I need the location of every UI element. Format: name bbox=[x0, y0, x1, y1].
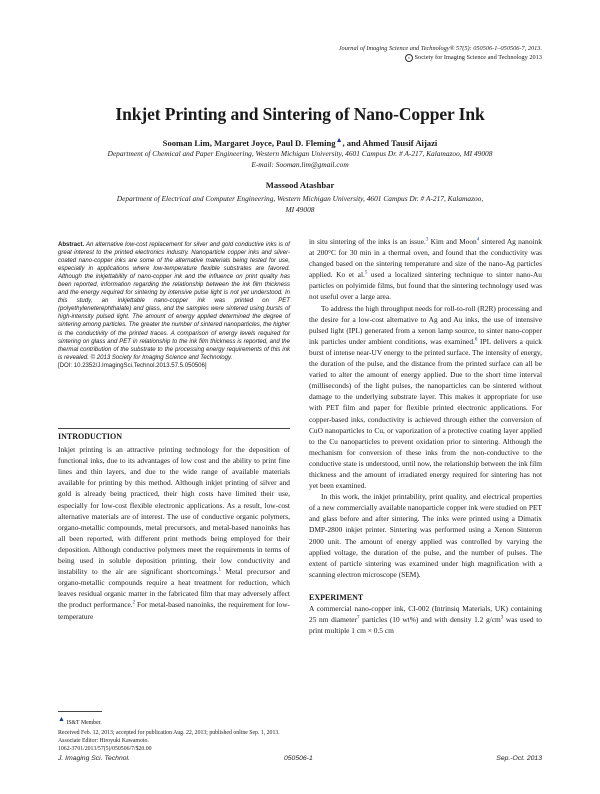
journal-citation: Journal of Imaging Science and Technology® 57(5): 050506-1–050506-7, 2013. bbox=[338, 45, 542, 52]
footer-journal: J. Imaging Sci. Technol. bbox=[58, 755, 130, 762]
affiliation-1: Department of Chemical and Paper Engineering, Western Michigan University, 4601 Campus Dr. # A-217, Kalamazoo, MI 49008 E-mail: Sooman.lim@gmail.com bbox=[40, 149, 560, 170]
author-2: Massood Atashbar bbox=[265, 180, 335, 190]
left-column bbox=[58, 431, 290, 622]
paper-title: Inkjet Printing and Sintering of Nano-Copper Ink bbox=[115, 104, 485, 124]
experiment-paragraph: A commercial nano-copper ink, CI-002 (Intrinsiq Materials, UK) containing 25 nm diameter$^7$ particles (10 wt%) and with density 1.2 $g/cm^3$ was used to print multiple 1 cm × 0.5 cm bbox=[309, 604, 542, 636]
affiliation-2: Department of Electrical and Computer Engineering, Western Michigan University, 4601 Campus Dr. # A-217, Kalamazoo, MI 49008 bbox=[116, 194, 484, 214]
footer-date: Sep.-Oct. 2013 bbox=[496, 755, 542, 762]
right-column bbox=[309, 236, 542, 636]
right-paragraph-3: In this work, the inkjet printability, print quality, and electrical properties of a new commercially available nanoparticle copper ink were studied on PET and glass before and after sintering. The inks were printed using a Dimatix DMP-2800 inkjet printer. Sintering was performed using a Xenon Sinteron 2000 unit. The amount of energy applied was controlled by varying the applied voltage, the duration of the pulse, and the number of pulses. The extent of particle sintering was examined under high magnification with a scanning electron microscope (SEM). bbox=[309, 492, 542, 579]
abstract-label: Abstract. bbox=[58, 242, 85, 248]
intro-paragraph: Inkjet printing is an attractive printing technology for the deposition of functional inks, due to its advantages of low cost and the ability to print fine lines and thin layers, and due to the wide range of available materials available for printing by this method. Although inkjet printing of silver and gold is already being practiced, their high costs have limited their use, especially for low-cost flexible electronic applications. As a result, low-cost alternative materials are of interest. The use of conductive organic polymers, organo-metallic compounds, metal precursors, and metal-based nanoinks has all been reported, with different print methods being employed for their deposition. Although conductive polymers meet the requirements in terms of being used in soluble deposition printing, their low conductivity and instability to the air are significant shortcomings.$^1$ Metal precursor and organo-metallic compounds require a heat treatment for reduction, which leaves residual organic matter in the fabricated film that may adversely affect the product performance.$^2$ For metal-based nanoinks, the requirement for low-temperature bbox=[58, 445, 290, 621]
author-email: E-mail: Sooman.lim@gmail.com bbox=[251, 159, 349, 169]
journal-header bbox=[242, 44, 542, 62]
footnote-member: ▲ IS&T Member. bbox=[58, 715, 102, 726]
society-line: c Society for Imaging Science and Technology 2013 bbox=[242, 53, 542, 62]
member-star-icon: ▲ bbox=[335, 136, 343, 144]
footnote-divider bbox=[58, 711, 102, 712]
abstract-text: An alternative low-cost replacement for silver and gold conductive inks is of great interest to the printed electronics industry. Nanoparticle copper inks and silver-coated nano-copper inks are some of the alternative materials being tested for use, especially in applications where low-temperature flexible substrates are favored. Although the inkjettability of nano-copper ink and the influence on print quality has been reported, information regarding the relationship between the ink film thickness and the energy required for sintering by intensive pulse light is not yet understood. In this study, an inkjettable nano-copper ink was printed on PET (polyethyleneterephthalate) and glass, and the samples were sintered using bursts of high-intensity pulsed light. The amount of energy applied determined the degree of sintering among particles. The greater the number of sintered nanoparticles, the higher is the conductivity of the printed traces. A comparison of energy levels required for sintering on glass and PET in relationship to the ink film thickness is reported, and the thermal contribution of the substrate to the processing energy requirements of this ink is revealed. © 2013 Society for Imaging Science and Technology. bbox=[58, 242, 290, 361]
abstract bbox=[58, 241, 290, 370]
member-star-icon: ▲ bbox=[58, 715, 65, 723]
experiment-heading: EXPERIMENT bbox=[309, 592, 364, 602]
intro-heading: INTRODUCTION bbox=[58, 432, 123, 441]
copyright-icon: c bbox=[405, 54, 413, 62]
footer-page: 050506-1 bbox=[284, 755, 313, 762]
right-paragraph-2: To address the high throughput needs for roll-to-roll (R2R) processing and the desire for a low-cost alternative to Ag and Au inks, the use of intensive pulsed light (IPL) generated from a xenon lamp source, to sinter nano-copper ink particles under ambient conditions, was examined.$^6$ IPL delivers a quick burst of intense near-UV energy to the printed surface. The intensity of energy, the duration of the pulse, and the distance from the printed surface can all be varied to alter the amount of energy applied. Due to the short time interval (milliseconds) of the light pulses, the nanoparticles can be sintered without damage to the underlying substrate layer. This makes it appropriate for use with PET film and paper for flexible printed electronic applications. For copper-based inks, conductivity is achieved through either the conversion of CuO nanoparticles to Cu, or vaporization of a protective coating layer applied to the Cu nanoparticles to prevent oxidation prior to sintering. Although the mechanism for conversion of these inks from the non-conductive to the conductive state is understood, until now, the relationship between the ink film thickness and the amount of irradiated energy required for sintering has not yet been examined. bbox=[309, 303, 542, 491]
doi: [DOI: 10.2352/J.ImagingSci.Technol.2013.57.5.050506] bbox=[58, 362, 207, 369]
right-paragraph-1: in situ sintering of the inks is an issue.$^3$ Kim and Moon$^4$ sintered Ag nanoink at 200°C for 30 min in a thermal oven, and found that the conductivity was changed based on the sintering temperature and size of the nano-Ag particles applied. Ko et al.$^5$ used a localized sintering technique to sinter nano-Au particles on polyimide films, but found that the sintering technology used was not useful over a large area. bbox=[309, 237, 542, 302]
abstract-divider bbox=[58, 428, 290, 429]
issn: 1062-3701/2013/57(5)/050506/7/$20.00 bbox=[58, 746, 152, 752]
footnote-received: Received Feb. 12, 2013; accepted for publication Aug. 22, 2013; published online Sep. 1, 2013. Associate Editor: Hiroyuki Kawamoto. 1062-3701/2013/57(5)/050506/7/$20.00 bbox=[58, 729, 290, 753]
author-list: Sooman Lim, Margaret Joyce, Paul D. Fleming▲, and Ahmed Tausif Aijazi bbox=[162, 136, 438, 148]
